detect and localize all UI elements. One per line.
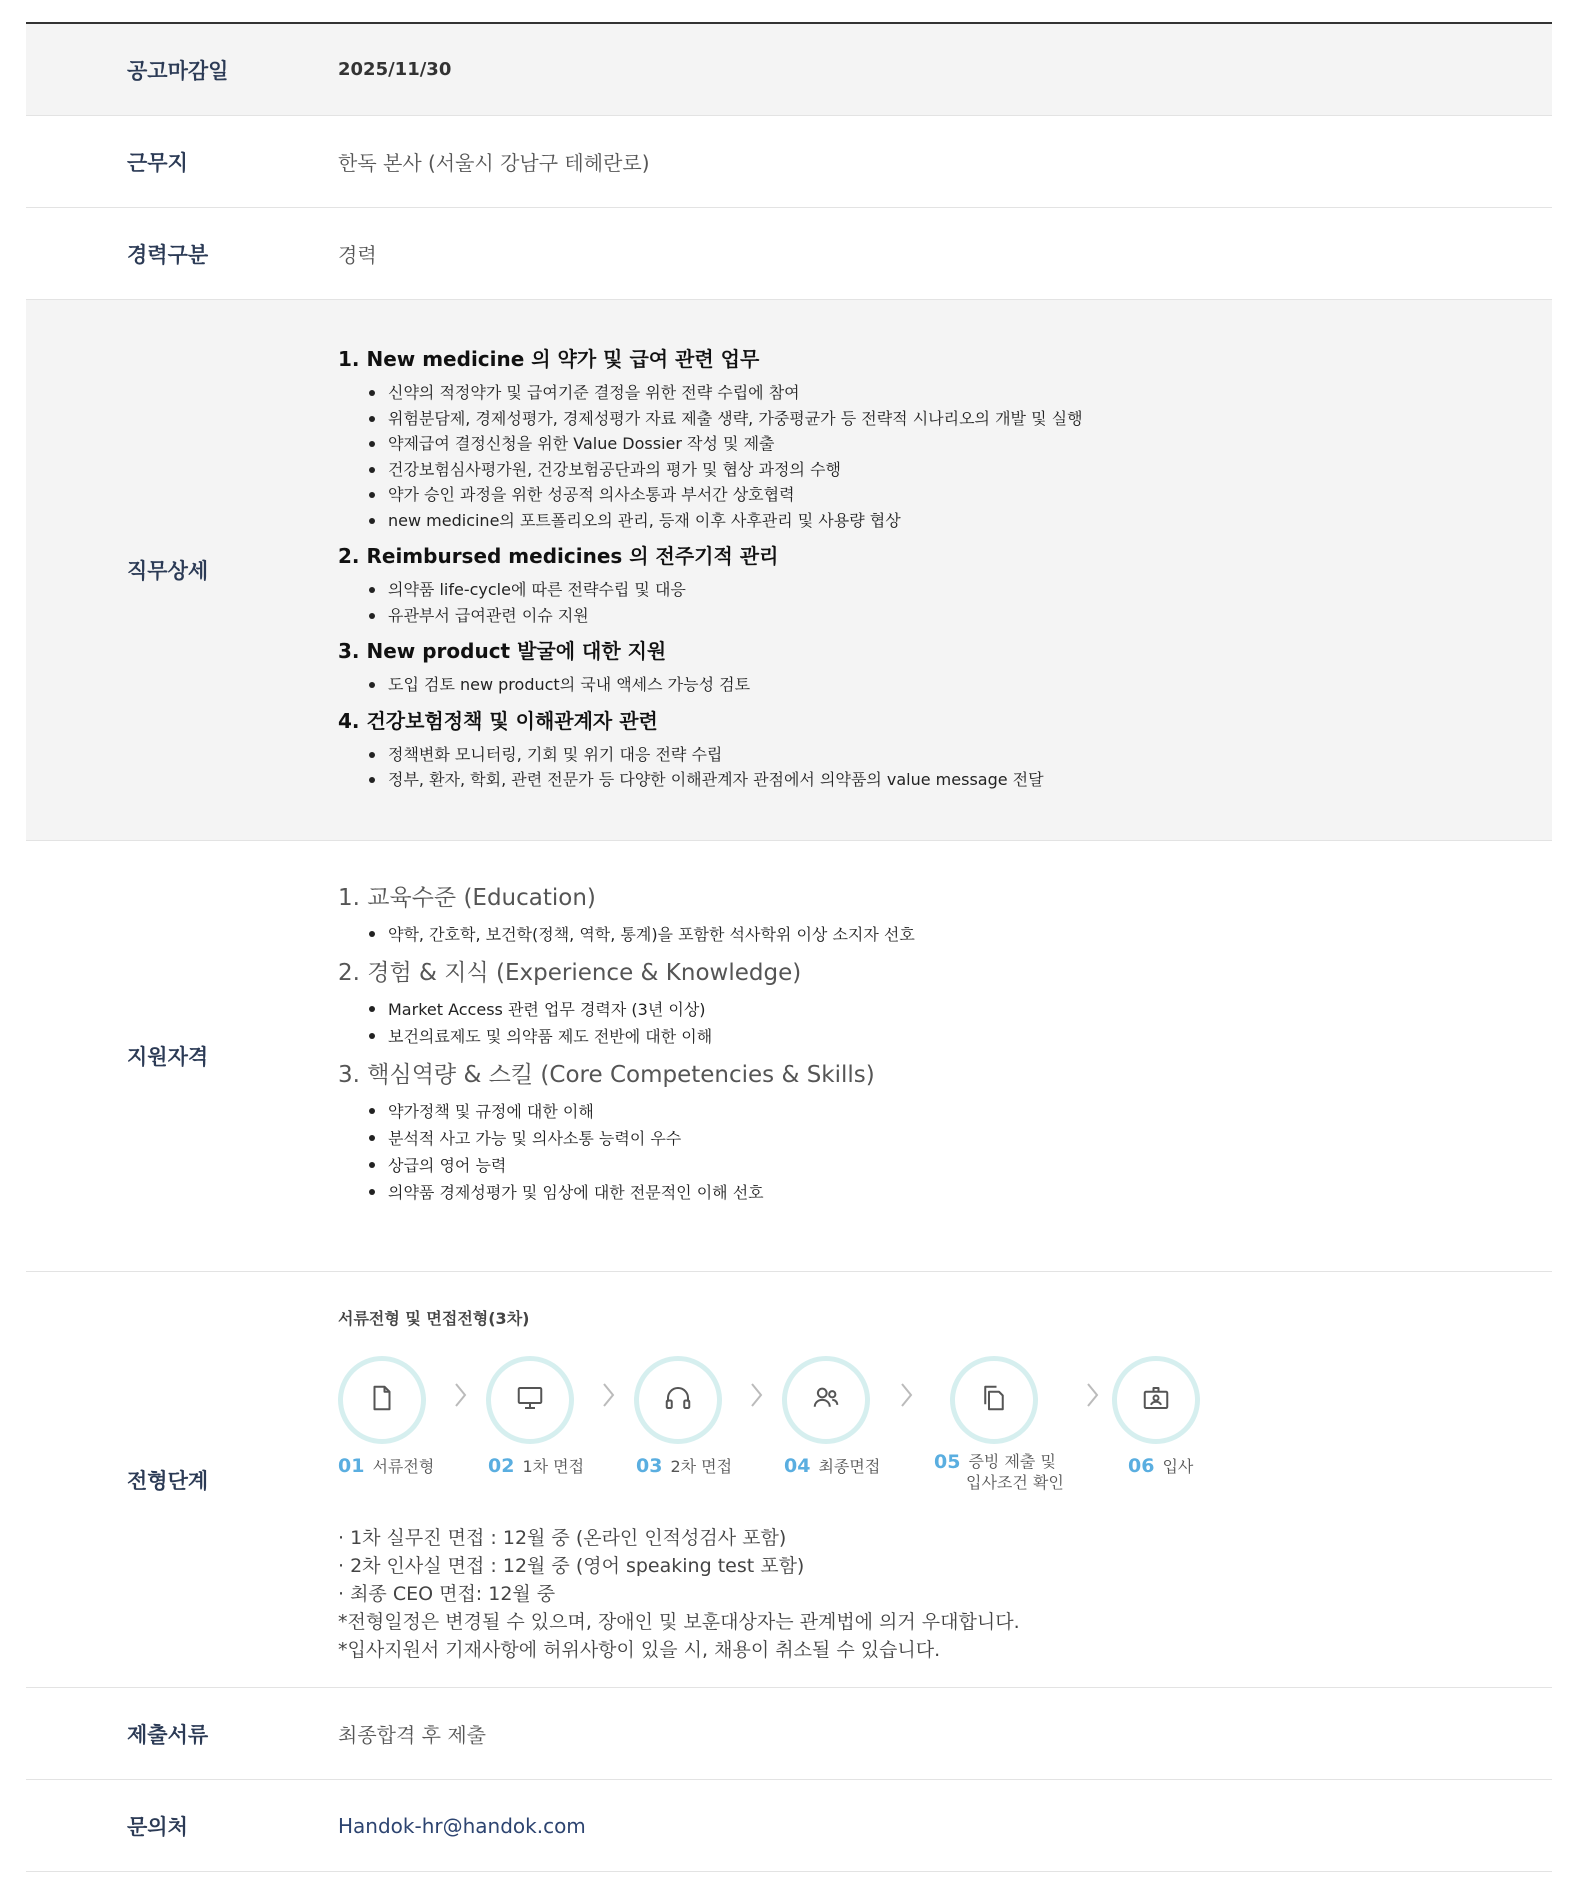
duty-list: [338, 577, 1552, 628]
location-value: 한독 본사 (서울시 강남구 테헤란로): [338, 151, 650, 175]
chevron-right-icon: [599, 1376, 619, 1414]
list-item: 분석적 사고 가능 및 의사소통 능력이 우수: [388, 1125, 1552, 1152]
row-contact: [26, 1780, 1552, 1872]
list-item: new medicine의 포트폴리오의 관리, 등재 이후 사후관리 및 사용량 협상: [388, 508, 1552, 534]
step-circle-4: [782, 1356, 870, 1444]
duty-section-title: 4. 건강보험정책 및 이해관계자 관련: [338, 708, 658, 733]
duty-section-title: 2. Reimbursed medicines 의 전주기적 관리: [338, 544, 779, 568]
list-item: 신약의 적정약가 및 급여기준 결정을 위한 전략 수립에 참여: [388, 380, 1552, 406]
step-label-5: 05 증빙 제출 및 입사조건 확인: [934, 1451, 1064, 1492]
process-title: 서류전형 및 면접전형(3차): [338, 1309, 530, 1328]
list-item: 건강보험심사평가원, 건강보험공단과의 평가 및 협상 과정의 수행: [388, 457, 1552, 483]
step-circle-3: [634, 1356, 722, 1444]
qualification-list: [338, 996, 1552, 1050]
step-label-3: 03 2차 면접: [636, 1455, 733, 1477]
qualification-label: 지원자격: [127, 1045, 209, 1069]
duty-list: [338, 742, 1552, 793]
step-label-2: 02 1차 면접: [488, 1455, 585, 1477]
row-deadline: [26, 24, 1552, 116]
process-note: · 2차 인사실 면접 : 12월 중 (영어 speaking test 포함): [338, 1555, 805, 1577]
contact-email-link[interactable]: Handok-hr@handok.com: [338, 1813, 586, 1838]
list-item: 위험분담제, 경제성평가, 경제성평가 자료 제출 생략, 가중평균가 등 전략적 시나리오의 개발 및 실행: [388, 406, 1552, 432]
step-label-4: 04 최종면접: [784, 1455, 881, 1477]
step-circle-5: [950, 1356, 1038, 1444]
qualification-list: [338, 921, 1552, 948]
step-label-6: 06 입사: [1128, 1455, 1194, 1477]
deadline-value: 2025/11/30: [338, 59, 452, 80]
qualification-detail: [338, 841, 1552, 1206]
qualification-section-title: 1. 교육수준 (Education): [338, 885, 596, 911]
process-note: · 최종 CEO 면접: 12월 중: [338, 1583, 556, 1605]
list-item: 약학, 간호학, 보건학(정책, 역학, 통계)을 포함한 석사학위 이상 소지자 선호: [388, 921, 1552, 948]
id-badge-icon: [1141, 1383, 1171, 1418]
document-icon: [367, 1383, 397, 1418]
step-circle-1: [338, 1356, 426, 1444]
step-circle-6: [1112, 1356, 1200, 1444]
step-circle-2: [486, 1356, 574, 1444]
process-label: 전형단계: [127, 1468, 209, 1493]
chevron-right-icon: [1083, 1376, 1103, 1414]
monitor-icon: [515, 1383, 545, 1418]
list-item: 정책변화 모니터링, 기회 및 위기 대응 전략 수립: [388, 742, 1552, 768]
row-location: [26, 116, 1552, 208]
process-steps: [338, 1356, 1238, 1496]
deadline-label: 공고마감일: [127, 58, 229, 83]
row-career: [26, 208, 1552, 300]
list-item: 보건의료제도 및 의약품 제도 전반에 대한 이해: [388, 1023, 1552, 1050]
duty-section-title: 3. New product 발굴에 대한 지원: [338, 639, 667, 663]
qualification-section-title: 3. 핵심역량 & 스킬 (Core Competencies & Skills): [338, 1062, 875, 1088]
job-posting-table: [26, 22, 1552, 1872]
process-note: · 1차 실무진 면접 : 12월 중 (온라인 인적성검사 포함): [338, 1527, 787, 1549]
users-icon: [811, 1383, 841, 1418]
contact-label: 문의처: [127, 1814, 188, 1839]
list-item: 의약품 life-cycle에 따른 전략수립 및 대응: [388, 577, 1552, 603]
duty-label: 직무상세: [127, 559, 209, 583]
duty-list: [338, 672, 1552, 698]
qualification-list: [338, 1098, 1552, 1206]
chevron-right-icon: [451, 1376, 471, 1414]
headset-icon: [663, 1383, 693, 1418]
process-note: *전형일정은 변경될 수 있으며, 장애인 및 보훈대상자는 관계법에 의거 우대합니다.: [338, 1611, 1020, 1633]
chevron-right-icon: [747, 1376, 767, 1414]
list-item: 유관부서 급여관련 이슈 지원: [388, 603, 1552, 629]
duty-section-title: 1. New medicine 의 약가 및 급여 관련 업무: [338, 347, 760, 371]
documents-value: 최종합격 후 제출: [338, 1723, 486, 1747]
process-notes: [338, 1524, 1020, 1664]
career-label: 경력구분: [127, 242, 209, 267]
process-note: *입사지원서 기재사항에 허위사항이 있을 시, 채용이 취소될 수 있습니다.: [338, 1639, 941, 1661]
row-process: [26, 1272, 1552, 1688]
location-label: 근무지: [127, 150, 188, 175]
qualification-section-title: 2. 경험 & 지식 (Experience & Knowledge): [338, 960, 802, 986]
duty-list: [338, 380, 1552, 533]
row-qualification: [26, 841, 1552, 1272]
list-item: 약가 승인 과정을 위한 성공적 의사소통과 부서간 상호협력: [388, 482, 1552, 508]
list-item: 약제급여 결정신청을 위한 Value Dossier 작성 및 제출: [388, 431, 1552, 457]
copy-icon: [979, 1383, 1009, 1418]
list-item: 상급의 영어 능력: [388, 1152, 1552, 1179]
list-item: 약가정책 및 규정에 대한 이해: [388, 1098, 1552, 1125]
chevron-right-icon: [897, 1376, 917, 1414]
process-detail: [338, 1272, 1552, 1723]
list-item: 도입 검토 new product의 국내 액세스 가능성 검토: [388, 672, 1552, 698]
duty-detail: [338, 300, 1552, 793]
career-value: 경력: [338, 243, 377, 267]
step-label-1: 01 서류전형: [338, 1455, 435, 1477]
list-item: 정부, 환자, 학회, 관련 전문가 등 다양한 이해관계자 관점에서 의약품의 value message 전달: [388, 767, 1552, 793]
documents-label: 제출서류: [127, 1722, 209, 1747]
list-item: 의약품 경제성평가 및 임상에 대한 전문적인 이해 선호: [388, 1179, 1552, 1206]
list-item: Market Access 관련 업무 경력자 (3년 이상): [388, 996, 1552, 1023]
row-duty: [26, 300, 1552, 841]
